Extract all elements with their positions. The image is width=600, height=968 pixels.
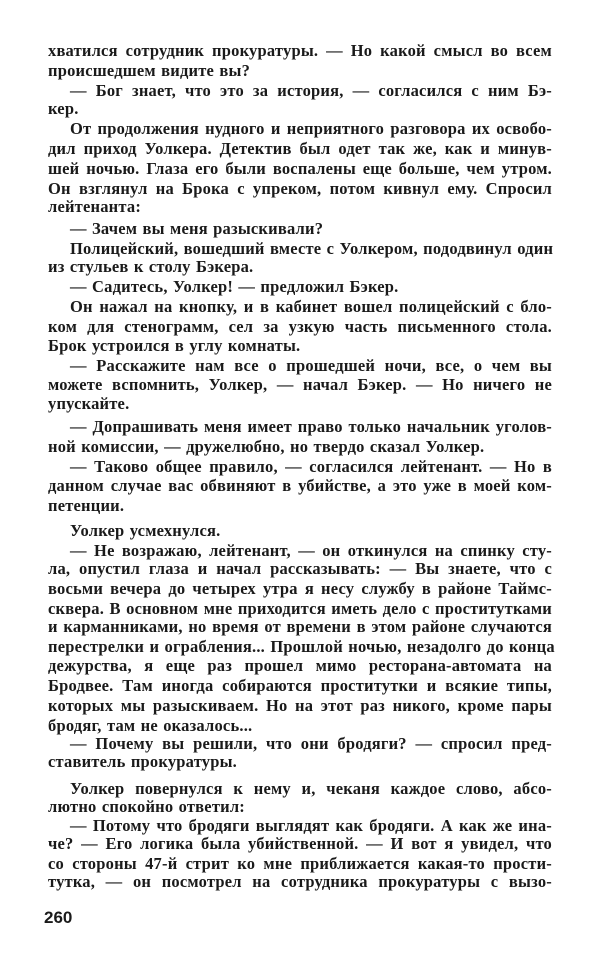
text-line: ставитель прокуратуры. <box>48 752 238 771</box>
text-line: — Допрашивать меня имеет право только начальник уголов- <box>70 417 552 436</box>
text-line: ком для стенограмм, сел за узкую часть письменного стола. <box>48 317 552 336</box>
text-line: можете вспомнить, Уолкер, — начал Бэкер. — Но ничего не <box>48 375 552 394</box>
text-line: восьми вечера до четырех утра я несу службу в районе Таймс- <box>48 579 552 598</box>
text-line: — Почему вы решили, что они бродяги? — спросил пред- <box>70 734 552 753</box>
text-line: Полицейский, вошедший вместе с Уолкером, пододвинул один <box>70 239 554 258</box>
text-line: Брок устроился в углу комнаты. <box>48 336 301 355</box>
text-line: лейтенанта: <box>48 197 142 216</box>
text-line: — Расскажите нам все о прошедшей ночи, все, о чем вы <box>70 356 552 375</box>
text-line: — Потому что бродяги выглядят как бродяги. А как же ина- <box>70 816 552 835</box>
text-line: происшедшем видите вы? <box>48 61 251 80</box>
text-line: петенции. <box>48 496 125 515</box>
text-line: — Бог знает, что это за история, — согласился с ним Бэ- <box>70 81 552 100</box>
text-line: из стульев к столу Бэкера. <box>48 257 254 276</box>
text-line: ла, опустил глаза и начал рассказывать: — Вы знаете, что с <box>48 559 552 578</box>
text-line: дежурства, я еще раз прошел мимо ресторана-автомата на <box>48 656 552 675</box>
page-number: 260 <box>44 908 73 927</box>
text-line: которых мы разыскиваем. Но на этот раз никого, кроме пары <box>48 696 552 715</box>
text-line: ной комиссии, — дружелюбно, но твердо сказал Уолкер. <box>48 437 485 456</box>
text-line: Он нажал на кнопку, и в кабинет вошел полицейский с бло- <box>70 297 552 316</box>
text-line: — Не возражаю, лейтенант, — он откинулся на спинку сту- <box>70 541 552 560</box>
text-line: бродяг, там не оказалось... <box>48 716 253 735</box>
text-line: сквера. В основном мне приходится иметь дело с проститутками <box>48 599 552 618</box>
text-line: тутка, — он посмотрел на сотрудника прокуратуры с вызо- <box>48 872 552 891</box>
text-line: — Зачем вы меня разыскивали? <box>70 219 324 238</box>
text-line: и карманниками, но время от времени в этом районе случаются <box>48 617 552 636</box>
text-line: данном случае вас обвиняют в убийстве, а это уже в моей ком- <box>48 476 552 495</box>
text-line: — Садитесь, Уолкер! — предложил Бэкер. <box>70 277 399 296</box>
text-line: со стороны 47-й стрит ко мне приближается какая-то прости- <box>48 854 552 873</box>
text-line: че? — Его логика была убийственной. — И вот я увидел, что <box>48 834 552 853</box>
text-line: хватился сотрудник прокуратуры. — Но какой смысл во всем <box>48 41 552 60</box>
text-line: — Таково общее правило, — согласился лейтенант. — Но в <box>70 457 552 476</box>
text-line: От продолжения нудного и неприятного разговора их освобо- <box>70 119 552 138</box>
text-line: Он взглянул на Брока с упреком, потом кивнул ему. Спросил <box>48 179 552 198</box>
text-line: шей ночью. Глаза его были воспалены еще больше, чем утром. <box>48 159 552 178</box>
text-line: Уолкер повернулся к нему и, чеканя каждое слово, абсо- <box>70 779 552 798</box>
text-line: лютно спокойно ответил: <box>48 797 245 816</box>
text-line: кер. <box>48 99 79 118</box>
text-line: Уолкер усмехнулся. <box>70 521 221 540</box>
text-line: дил приход Уолкера. Детектив был одет так же, как и минув- <box>48 139 552 158</box>
text-line: перестрелки и ограбления... Прошлой ночью, незадолго до конца <box>48 637 555 656</box>
text-line: Бродвее. Там иногда собираются проститутки и всякие типы, <box>48 676 552 695</box>
text-line: упускайте. <box>48 394 130 413</box>
